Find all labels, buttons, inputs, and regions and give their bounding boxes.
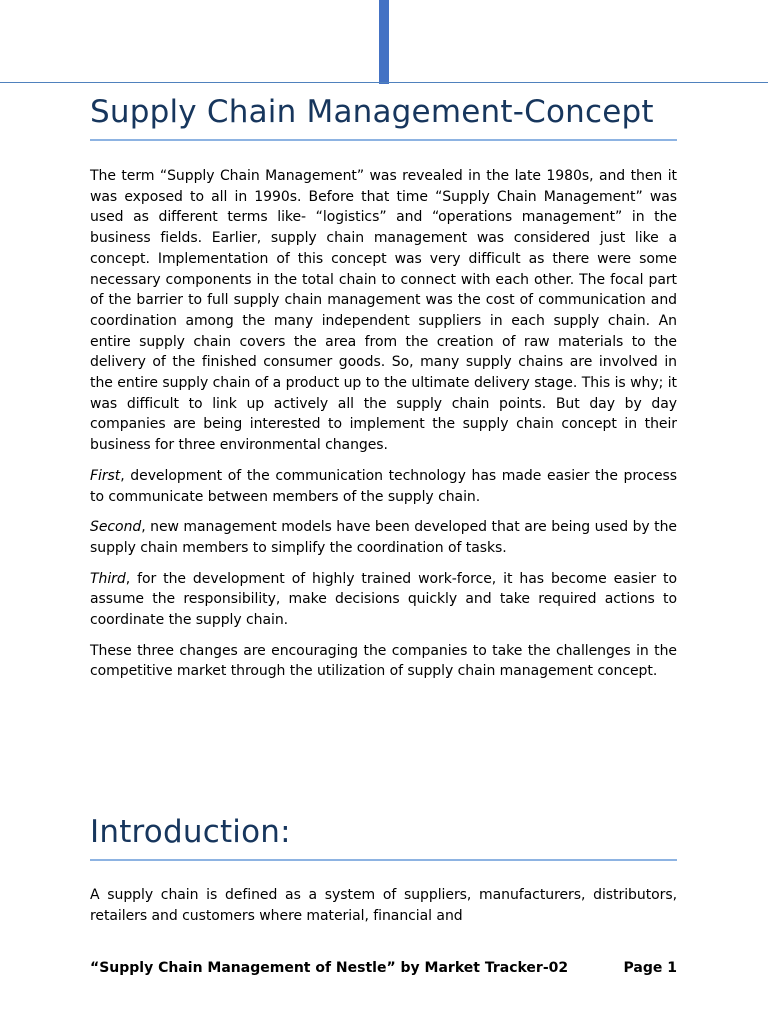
change-text-second: , new management models have been developed that are being used by the supply chain members to simplify the coordination of tasks. [90,519,677,556]
introduction-paragraph: A supply chain is defined as a system of suppliers, manufacturers, distributors, retailers and customers where material, financial and [90,887,677,924]
closing-paragraph: These three changes are encouraging the companies to take the challenges in the competitive market through the utilization of supply chain management concept. [90,642,677,680]
footer-document-title: “Supply Chain Management of Nestle” by Market Tracker-02 [90,960,569,976]
title-underline [90,139,677,141]
change-lead-second: Second [90,519,142,536]
intro-paragraph: The term “Supply Chain Management” was revealed in the late 1980s, and then it was exposed to all in 1990s. Before that time “Supply Chain Management” was used as different terms like- “logistics” and “operations management” in the business fields. Earlier, supply chain management was considered just like a concept. Implementation of this concept was very difficult as there were some necessary components in the total chain to connect with each other. The focal part of the barrier to full supply chain management was the cost of communication and coordination among the many independent suppliers in each supply chain. An entire supply chain covers the area from the creation of raw materials to the delivery of the finished consumer goods. So, many supply chains are involved in the entire supply chain of a product up to the ultimate delivery stage. This is why; it was difficult to link up actively all the supply chain points. But day by day companies are being interested to implement the supply chain concept in their business for three environmental changes. [90,168,677,454]
change-lead-third: Third [90,570,126,587]
change-paragraph-second [90,517,677,558]
title-block [90,90,677,141]
page-footer [90,957,677,979]
introduction-underline [90,859,677,861]
header-accent-bar [379,0,389,84]
header-rule [0,82,768,83]
change-text-first: , development of the communication technology has made easier the process to communicate between members of the supply chain. [90,467,677,505]
change-text-third: , for the development of highly trained work-force, it has become easier to assume the responsibility, make decisions quickly and take required actions to coordinate the supply chain. [90,570,677,629]
section-introduction [90,810,677,936]
body-text [90,166,677,682]
change-lead-first: First [90,467,121,484]
footer-page-number: Page 1 [623,960,677,976]
section-supply-chain-concept [90,90,677,692]
change-paragraph-first [90,466,677,507]
change-paragraph-third [90,569,677,631]
page-title: Supply Chain Management-Concept [90,94,654,130]
introduction-heading: Introduction: [90,814,291,850]
